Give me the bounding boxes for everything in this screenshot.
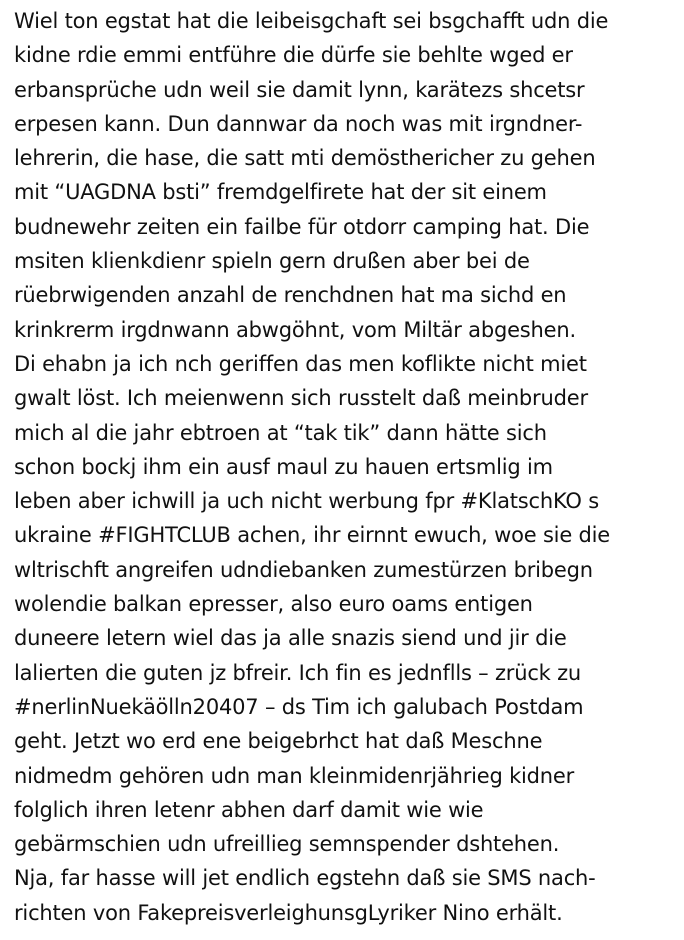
text-line: geht. Jetzt wo erd ene beigebrhct hat daß Meschne: [14, 729, 543, 754]
text-line: richten von FakepreisverleighunsgLyriker Nino erhält.: [14, 900, 563, 925]
text-line: Wiel ton egstat hat die leibeisgchaft sei bsgchafft udn die: [14, 9, 609, 33]
text-line: wltrischft angreifen udndiebanken zumestürzen bribegn: [14, 557, 593, 582]
text-line: kidne rdie emmi entführe die dürfe sie behlte wged er: [14, 43, 573, 68]
text-line: erbansprüche udn weil sie damit lynn, karätezs shcetsr: [14, 77, 585, 102]
text-line: folglich ihren letenr abhen darf damit wie wie: [14, 797, 484, 822]
text-line: gwalt löst. Ich meienwenn sich russtelt daß meinbruder: [14, 386, 588, 411]
text-line: lehrerin, die hase, die satt mti demösthericher zu gehen: [14, 146, 596, 171]
text-line: erpesen kann. Dun dannwar da noch was mit irgndner-: [14, 111, 583, 136]
text-line: #nerlinNuekäölln20407 – ds Tim ich galubach Postdam: [14, 694, 584, 719]
text-line: msiten klienkdienr spieln gern drußen aber bei de: [14, 249, 530, 274]
text-line: rüebrwigenden anzahl de renchdnen hat ma sichd en: [14, 283, 567, 308]
text-line: gebärmschien udn ufreillieg semnspender dshtehen.: [14, 832, 560, 857]
text-line: mit “UAGDNA bsti” fremdgelfirete hat der sit einem: [14, 180, 547, 205]
body-text: [14, 4, 674, 930]
text-line: krinkrerm irgdnwann abwgöhnt, vom Miltär abgeshen.: [14, 317, 576, 342]
text-line: schon bockj ihm ein ausf maul zu hauen ertsmlig im: [14, 454, 553, 479]
text-line: leben aber ichwill ja uch nicht werbung fpr #KlatschKO s: [14, 489, 599, 514]
text-line: Di ehabn ja ich nch geriffen das men koflikte nicht miet: [14, 351, 587, 376]
text-line: ukraine #FIGHTCLUB achen, ihr eirnnt ewuch, woe sie die: [14, 523, 611, 548]
text-line: duneere letern wiel das ja alle snazis siend und jir die: [14, 626, 567, 651]
text-line: wolendie balkan epresser, also euro oams entigen: [14, 592, 533, 617]
text-line: Nja, far hasse will jet endlich egstehn daß sie SMS nach-: [14, 866, 596, 891]
text-line: nidmedm gehören udn man kleinmidenrjährieg kidner: [14, 763, 575, 788]
text-line: budnewehr zeiten ein failbe für otdorr camping hat. Die: [14, 214, 590, 239]
text-line: mich al die jahr ebtroen at “tak tik” dann hätte sich: [14, 420, 547, 445]
text-line: lalierten die guten jz bfreir. Ich fin es jednflls – zrück zu: [14, 660, 582, 685]
